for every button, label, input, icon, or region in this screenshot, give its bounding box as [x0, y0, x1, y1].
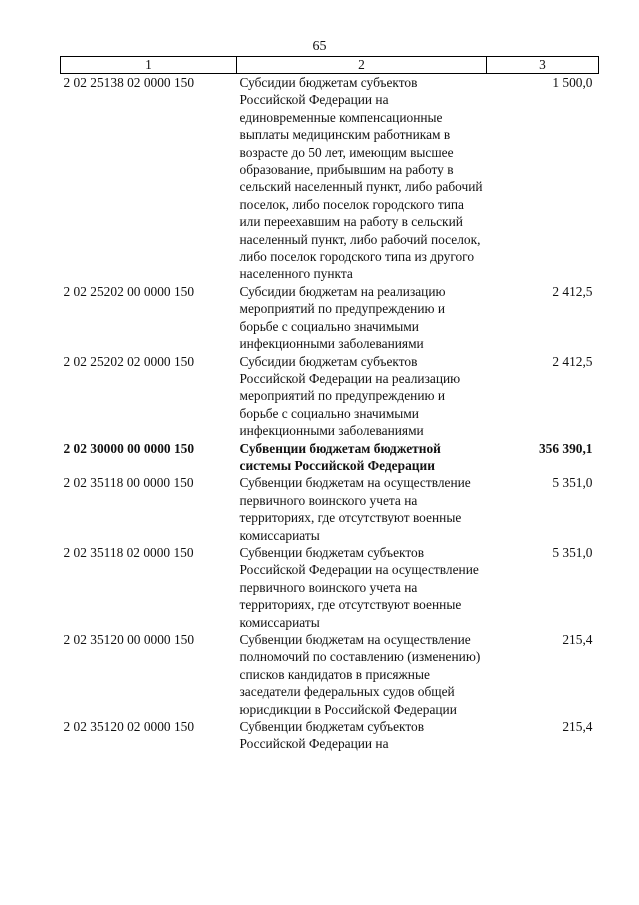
- row-description: Субвенции бюджетам на осуществление полномочий по составлению (изменению) списков кандидатов в присяжные заседатели федеральных судов общей юрисдикции в Российской Федерации: [239, 632, 481, 717]
- row-description: Субсидии бюджетам субъектов Российской Федерации на единовременные компенсационные выплаты медицинским работникам в возрасте до 50 лет, имеющим высшее образование, прибывшим на работу в сельский населенный пункт, либо рабочий поселок, либо поселок городского типа или переехавшим на работу в сельский населенный пункт, либо рабочий поселок, либо поселок городского типа из другого населенного пункта: [239, 75, 483, 282]
- table-row: [61, 544, 599, 631]
- column-header-3: 3: [487, 57, 599, 74]
- row-code: 2 02 25138 02 0000 150: [63, 75, 195, 90]
- budget-table: [60, 56, 599, 753]
- row-amount: 5 351,0: [552, 475, 593, 491]
- table-row: [61, 74, 599, 283]
- row-code: 2 02 35120 00 0000 150: [63, 632, 195, 647]
- row-description: Субсидии бюджетам на реализацию мероприятий по предупреждению и борьбе с социально значимыми инфекционными заболеваниями: [239, 283, 446, 352]
- row-description: Субвенции бюджетам на осуществление первичного воинского учета на территориях, где отсутствуют военные комиссариаты: [239, 475, 471, 543]
- row-amount: 1 500,0: [552, 75, 593, 90]
- row-code: 2 02 30000 00 0000 150: [63, 440, 195, 456]
- table-row: [61, 440, 599, 475]
- row-code: 2 02 25202 00 0000 150: [63, 283, 195, 299]
- page-number: 65: [312, 39, 327, 54]
- row-amount: 2 412,5: [552, 353, 593, 369]
- column-header-2: 2: [237, 57, 487, 74]
- row-amount: 215,4: [562, 719, 593, 735]
- row-code: 2 02 25202 02 0000 150: [63, 353, 195, 369]
- row-amount: 215,4: [562, 632, 593, 647]
- column-header-1: 1: [61, 57, 237, 74]
- row-description: Субвенции бюджетам субъектов Российской Федерации на: [239, 719, 425, 752]
- row-code: 2 02 35118 00 0000 150: [63, 475, 194, 491]
- row-amount: 356 390,1: [538, 440, 593, 456]
- table-header-row: [61, 57, 599, 74]
- row-description: Субвенции бюджетам бюджетной системы Российской Федерации: [239, 440, 441, 473]
- row-amount: 5 351,0: [552, 544, 593, 560]
- table-row: [61, 474, 599, 544]
- row-description: Субвенции бюджетам субъектов Российской Федерации на осуществление первичного воинского учета на территориях, где отсутствуют военные комиссариаты: [239, 544, 479, 630]
- row-code: 2 02 35118 02 0000 150: [63, 544, 194, 560]
- table-row: [61, 718, 599, 753]
- row-code: 2 02 35120 02 0000 150: [63, 719, 195, 735]
- table-row: [61, 353, 599, 440]
- row-amount: 2 412,5: [552, 283, 593, 299]
- table-row: [61, 283, 599, 353]
- table-row: [61, 631, 599, 718]
- row-description: Субсидии бюджетам субъектов Российской Федерации на реализацию мероприятий по предупреждению и борьбе с социально значимыми инфекционными заболеваниями: [239, 353, 461, 439]
